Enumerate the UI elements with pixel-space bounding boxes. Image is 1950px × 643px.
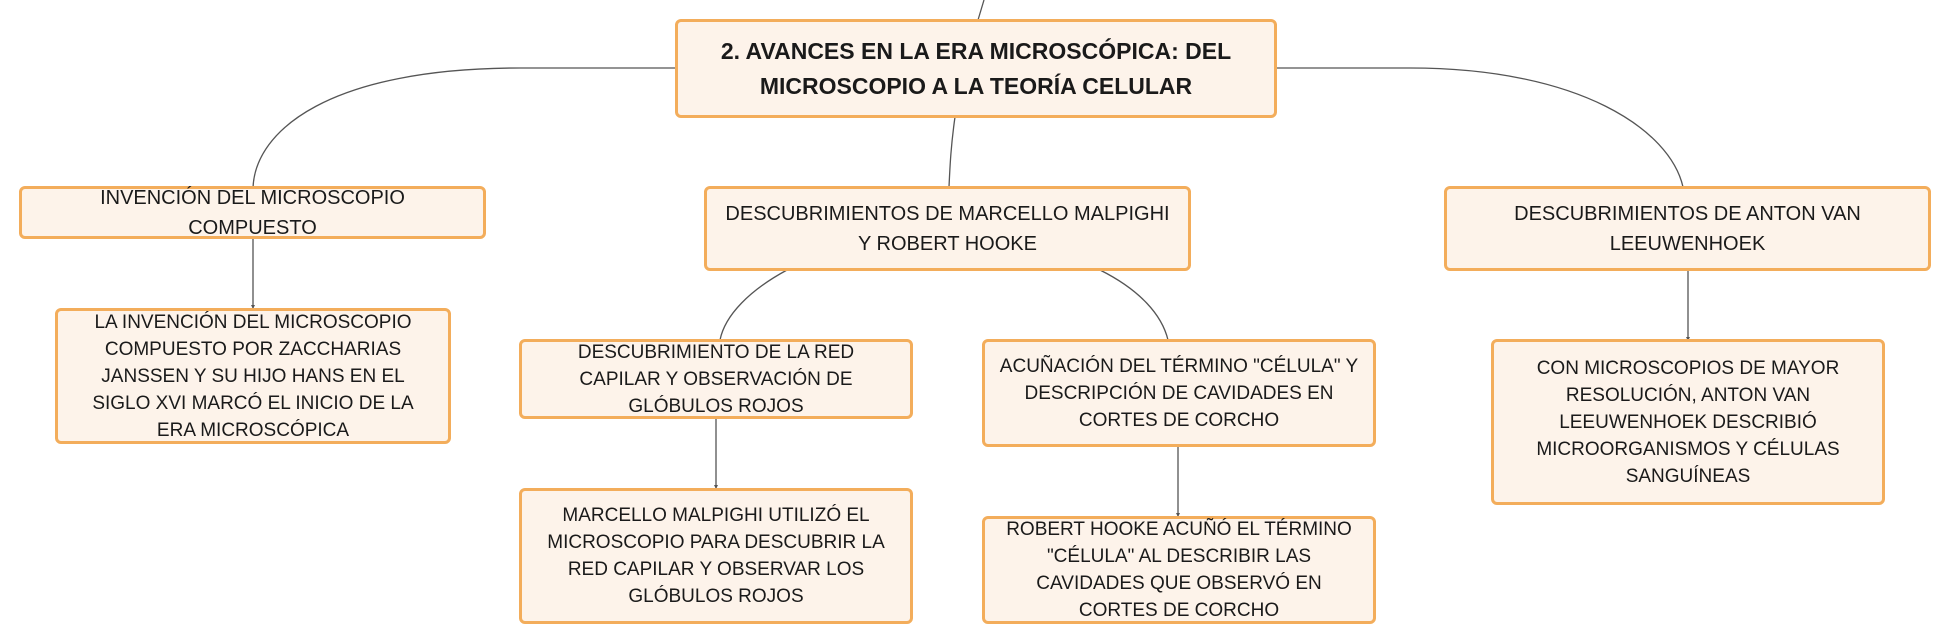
root-topic[interactable]	[675, 19, 1277, 118]
detail-leeuwenhoek-label: CON MICROSCOPIOS DE MAYOR RESOLUCIÓN, ANTON VAN LEEUWENHOEK DESCRIBIÓ MICROORGANISMOS Y CÉLULAS SANGUÍNEAS	[1536, 357, 1840, 487]
detail-malpighi-label: MARCELLO MALPIGHI UTILIZÓ EL MICROSCOPIO PARA DESCUBRIR LA RED CAPILAR Y OBSERVAR LOS GLÓBULOS ROJOS	[547, 505, 885, 607]
connector-branch-2-sub-2	[1100, 270, 1168, 340]
connector-root-branch-1	[253, 68, 676, 188]
subtopic-termino-celula-label: ACUÑACIÓN DEL TÉRMINO "CÉLULA" Y DESCRIPCIÓN DE CAVIDADES EN CORTES DE CORCHO	[999, 355, 1359, 431]
detail-janssen[interactable]	[55, 308, 451, 444]
detail-hooke[interactable]	[982, 516, 1376, 624]
connector-from-parent	[978, 0, 984, 20]
detail-leeuwenhoek[interactable]	[1491, 339, 1885, 505]
connector-root-branch-2	[949, 117, 955, 187]
connector-root-branch-3	[1276, 68, 1683, 187]
subtopic-red-capilar-label: DESCUBRIMIENTO DE LA RED CAPILAR Y OBSERVACIÓN DE GLÓBULOS ROJOS	[577, 341, 855, 417]
branch-microscopio-compuesto[interactable]	[19, 186, 486, 239]
subtopic-termino-celula[interactable]	[982, 339, 1376, 447]
branch-leeuwenhoek[interactable]	[1444, 186, 1931, 271]
branch-malpighi-hooke-label: DESCUBRIMIENTOS DE MARCELLO MALPIGHI Y ROBERT HOOKE	[725, 202, 1170, 255]
root-topic-label: 2. AVANCES EN LA ERA MICROSCÓPICA: DEL MICROSCOPIO A LA TEORÍA CELULAR	[720, 37, 1232, 99]
connector-branch-2-sub-1	[720, 270, 787, 340]
detail-malpighi[interactable]	[519, 488, 913, 624]
detail-janssen-label: LA INVENCIÓN DEL MICROSCOPIO COMPUESTO POR ZACCHARIAS JANSSEN Y SU HIJO HANS EN EL SIGLO XVI MARCÓ EL INICIO DE LA ERA MICROSCÓPICA	[92, 311, 414, 441]
subtopic-red-capilar[interactable]	[519, 339, 913, 419]
branch-microscopio-compuesto-label: INVENCIÓN DEL MICROSCOPIO COMPUESTO	[100, 186, 405, 239]
detail-hooke-label: ROBERT HOOKE ACUÑÓ EL TÉRMINO "CÉLULA" AL DESCRIBIR LAS CAVIDADES QUE OBSERVÓ EN CORTES DE CORCHO	[1006, 519, 1352, 621]
branch-malpighi-hooke[interactable]	[704, 186, 1191, 271]
branch-leeuwenhoek-label: DESCUBRIMIENTOS DE ANTON VAN LEEUWENHOEK	[1514, 202, 1861, 255]
